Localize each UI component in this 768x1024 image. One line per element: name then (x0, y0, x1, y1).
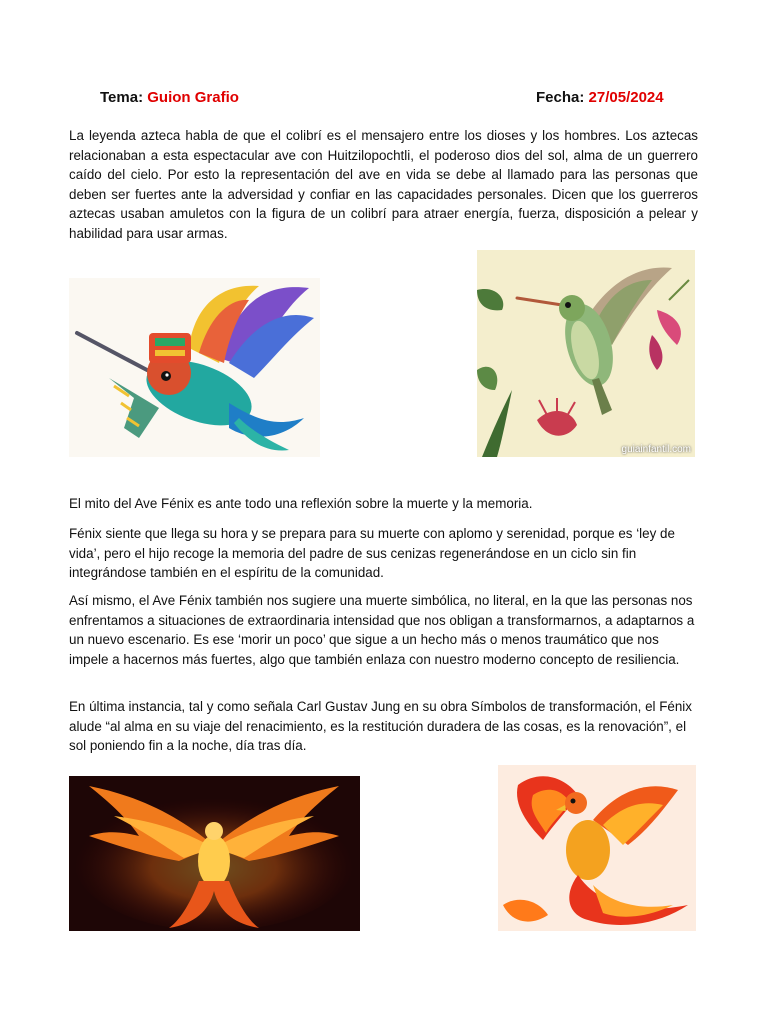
paragraph-colibri: La leyenda azteca habla de que el colibrí es el mensajero entre los dioses y los hombres. Los aztecas relacionaban a esta espectacular ave con Huitzilopochtli, el poderoso dios del sol, alma de un guerrero caído del cielo. Por esto la representación del ave en vida se debe al llamado para las personas que deben ser fuertes ante la adversidad y confiar en las capacidades personales. Dicen que los guerreros aztecas usaban amuletos con la figura de un colibrí para atraer energía, fuerza, disposición a pelear y habilidad para usar armas. (69, 128, 698, 241)
hummingbird-watermark: guiainfantil.com (621, 444, 691, 455)
paragraph-fenix-simbolica: Así mismo, el Ave Fénix también nos sugiere una muerte simbólica, no literal, en la que las personas nos enfrentamos a situaciones de extraordinaria intensidad que nos obligan a transformarnos, a adaptarnos a un nuevo escenario. Es ese ‘morir un poco’ que sigue a un hecho más o menos traumático que nos impele a hacernos más fuertes, algo que también enlaza con nuestro moderno concepto de resiliencia. (69, 593, 695, 667)
cartoon-phoenix-illustration (498, 765, 696, 931)
fire-phoenix-illustration (69, 776, 360, 931)
hummingbird-illustration (477, 250, 695, 457)
cartoon-phoenix-image (498, 765, 696, 931)
topic-value: Guion Grafio (147, 89, 239, 106)
paragraph-fenix-intro: El mito del Ave Fénix es ante todo una reflexión sobre la muerte y la memoria. (69, 496, 533, 511)
date-header (536, 89, 664, 106)
topic-header (100, 89, 239, 106)
paragraph-fenix-ley: Fénix siente que llega su hora y se prepara para su muerte con aplomo y serenidad, porque es ‘ley de vida’, pero el hijo recoge la memoria del padre de sus cenizas regenerándose en un ciclo sin fin integrándose también en el espíritu de la comunidad. (69, 526, 675, 580)
aztec-hummingbird-image (69, 278, 320, 457)
date-label: Fecha: (536, 89, 585, 106)
topic-label: Tema: (100, 89, 144, 106)
date-value: 27/05/2024 (588, 89, 664, 106)
fire-phoenix-image (69, 776, 360, 931)
aztec-hummingbird-illustration (69, 278, 320, 457)
hummingbird-photo (477, 250, 695, 457)
paragraph-fenix-jung: En última instancia, tal y como señala Carl Gustav Jung en su obra Símbolos de transformación, el Fénix alude “al alma en su viaje del renacimiento, es la restitución duradera de las cosas, es la renovación”, el sol poniendo fin a la noche, día tras día. (69, 699, 692, 753)
